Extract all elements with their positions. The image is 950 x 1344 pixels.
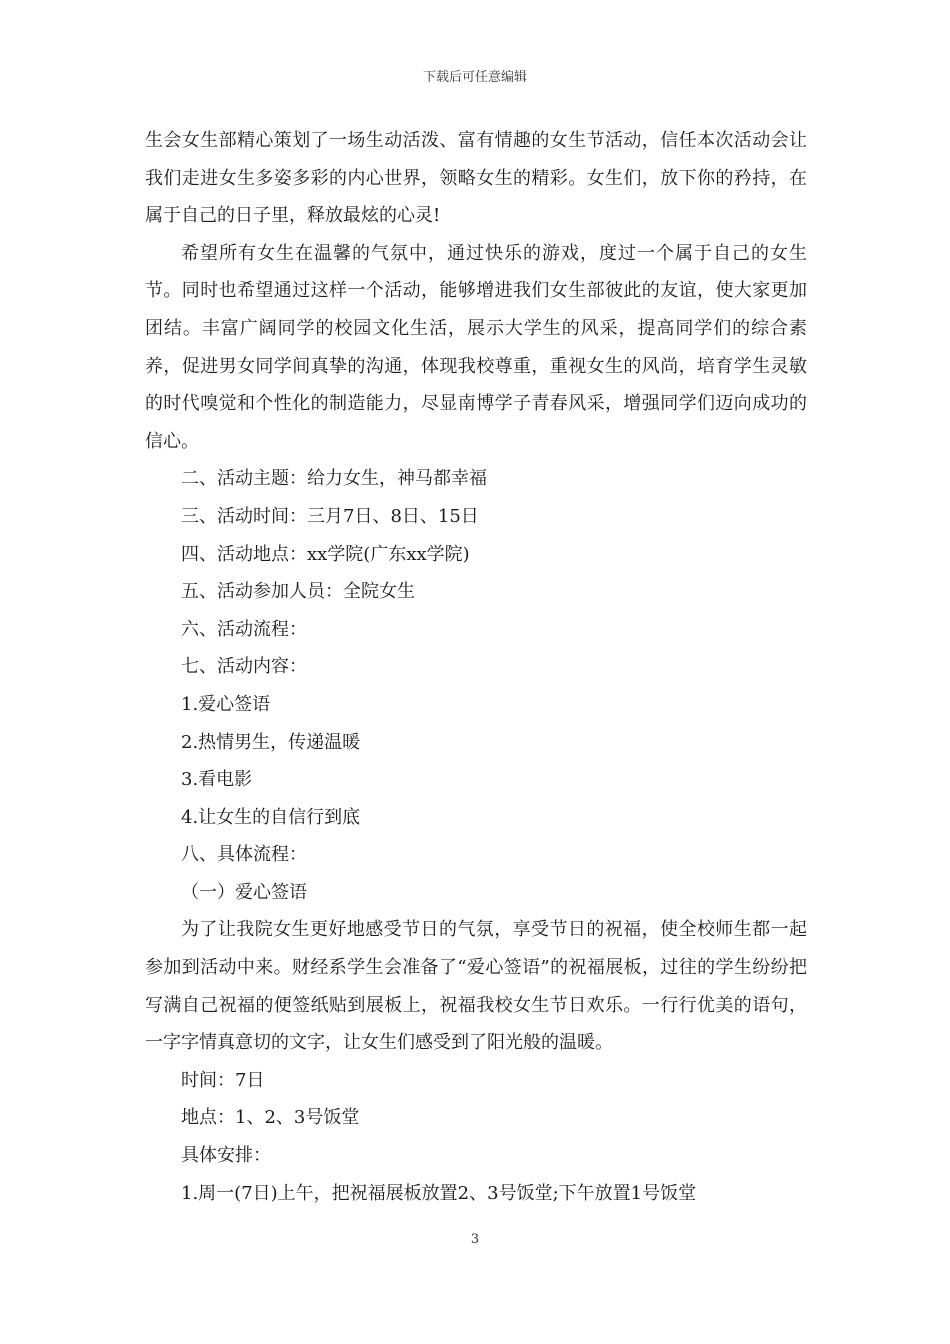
line-activity-content: 七、活动内容： [181, 656, 307, 678]
paragraph-intro-continued: 生会女生部精心策划了一场生动活泼、富有情趣的女生节活动，信任本次活动会让我们走进女生多姿多彩的内心世界，领略女生的精彩。女生们，放下你的矜持，在属于自己的日子里，释放最炫的心灵! [145, 130, 807, 227]
line-activity-participants: 五、活动参加人员：全院女生 [181, 581, 415, 603]
line-arrangement: 具体安排： [181, 1145, 271, 1167]
page-number: 3 [470, 1232, 480, 1247]
paragraph-purpose: 希望所有女生在温馨的气氛中，通过快乐的游戏，度过一个属于自己的女生节。同时也希望通过这样一个活动，能够增进我们女生部彼此的友谊，使大家更加团结。丰富广阔同学的校园文化生活，展示大学生的风采，提高同学们的综合素养，促进男女同学间真挚的沟通，体现我校尊重，重视女生的风尚，培育学生灵敏的时代嗅觉和个性化的制造能力，尽显南博学子青春风采，增强同学们迈向成功的信心。 [145, 242, 807, 452]
list-item-2: 2.热情男生，传递温暖 [181, 731, 361, 753]
line-place-detail: 地点：1、2、3号饭堂 [181, 1107, 360, 1129]
list-item-4: 4.让女生的自信行到底 [181, 806, 361, 828]
line-activity-process: 六、活动流程： [181, 618, 307, 640]
line-time-detail: 时间：7日 [181, 1069, 265, 1091]
line-activity-theme: 二、活动主题：给力女生，神马都幸福 [181, 468, 487, 490]
page-header: 下载后可任意编辑 [422, 70, 527, 85]
paragraph-love-notes: 为了让我院女生更好地感受节日的气氛，享受节日的祝福，使全校师生都一起参加到活动中来。财经系学生会准备了“爱心签语”的祝福展板，过往的学生纷纷把写满自己祝福的便签纸贴到展板上，祝福我校女生节日欢乐。一行行优美的语句，一字字情真意切的文字，让女生们感受到了阳光般的温暖。 [145, 919, 807, 1054]
line-activity-time: 三、活动时间：三月7日、8日、15日 [181, 505, 479, 527]
document-body [145, 122, 807, 1212]
section-heading-love-notes: （一）爱心签语 [181, 881, 307, 903]
list-item-3: 3.看电影 [181, 769, 253, 791]
line-detail-process: 八、具体流程： [181, 844, 307, 866]
line-arrangement-1: 1.周一(7日)上午，把祝福展板放置2、3号饭堂;下午放置1号饭堂 [181, 1182, 697, 1204]
list-item-1: 1.爱心签语 [181, 693, 271, 715]
line-activity-place: 四、活动地点：xx学院(广东xx学院) [181, 543, 470, 565]
